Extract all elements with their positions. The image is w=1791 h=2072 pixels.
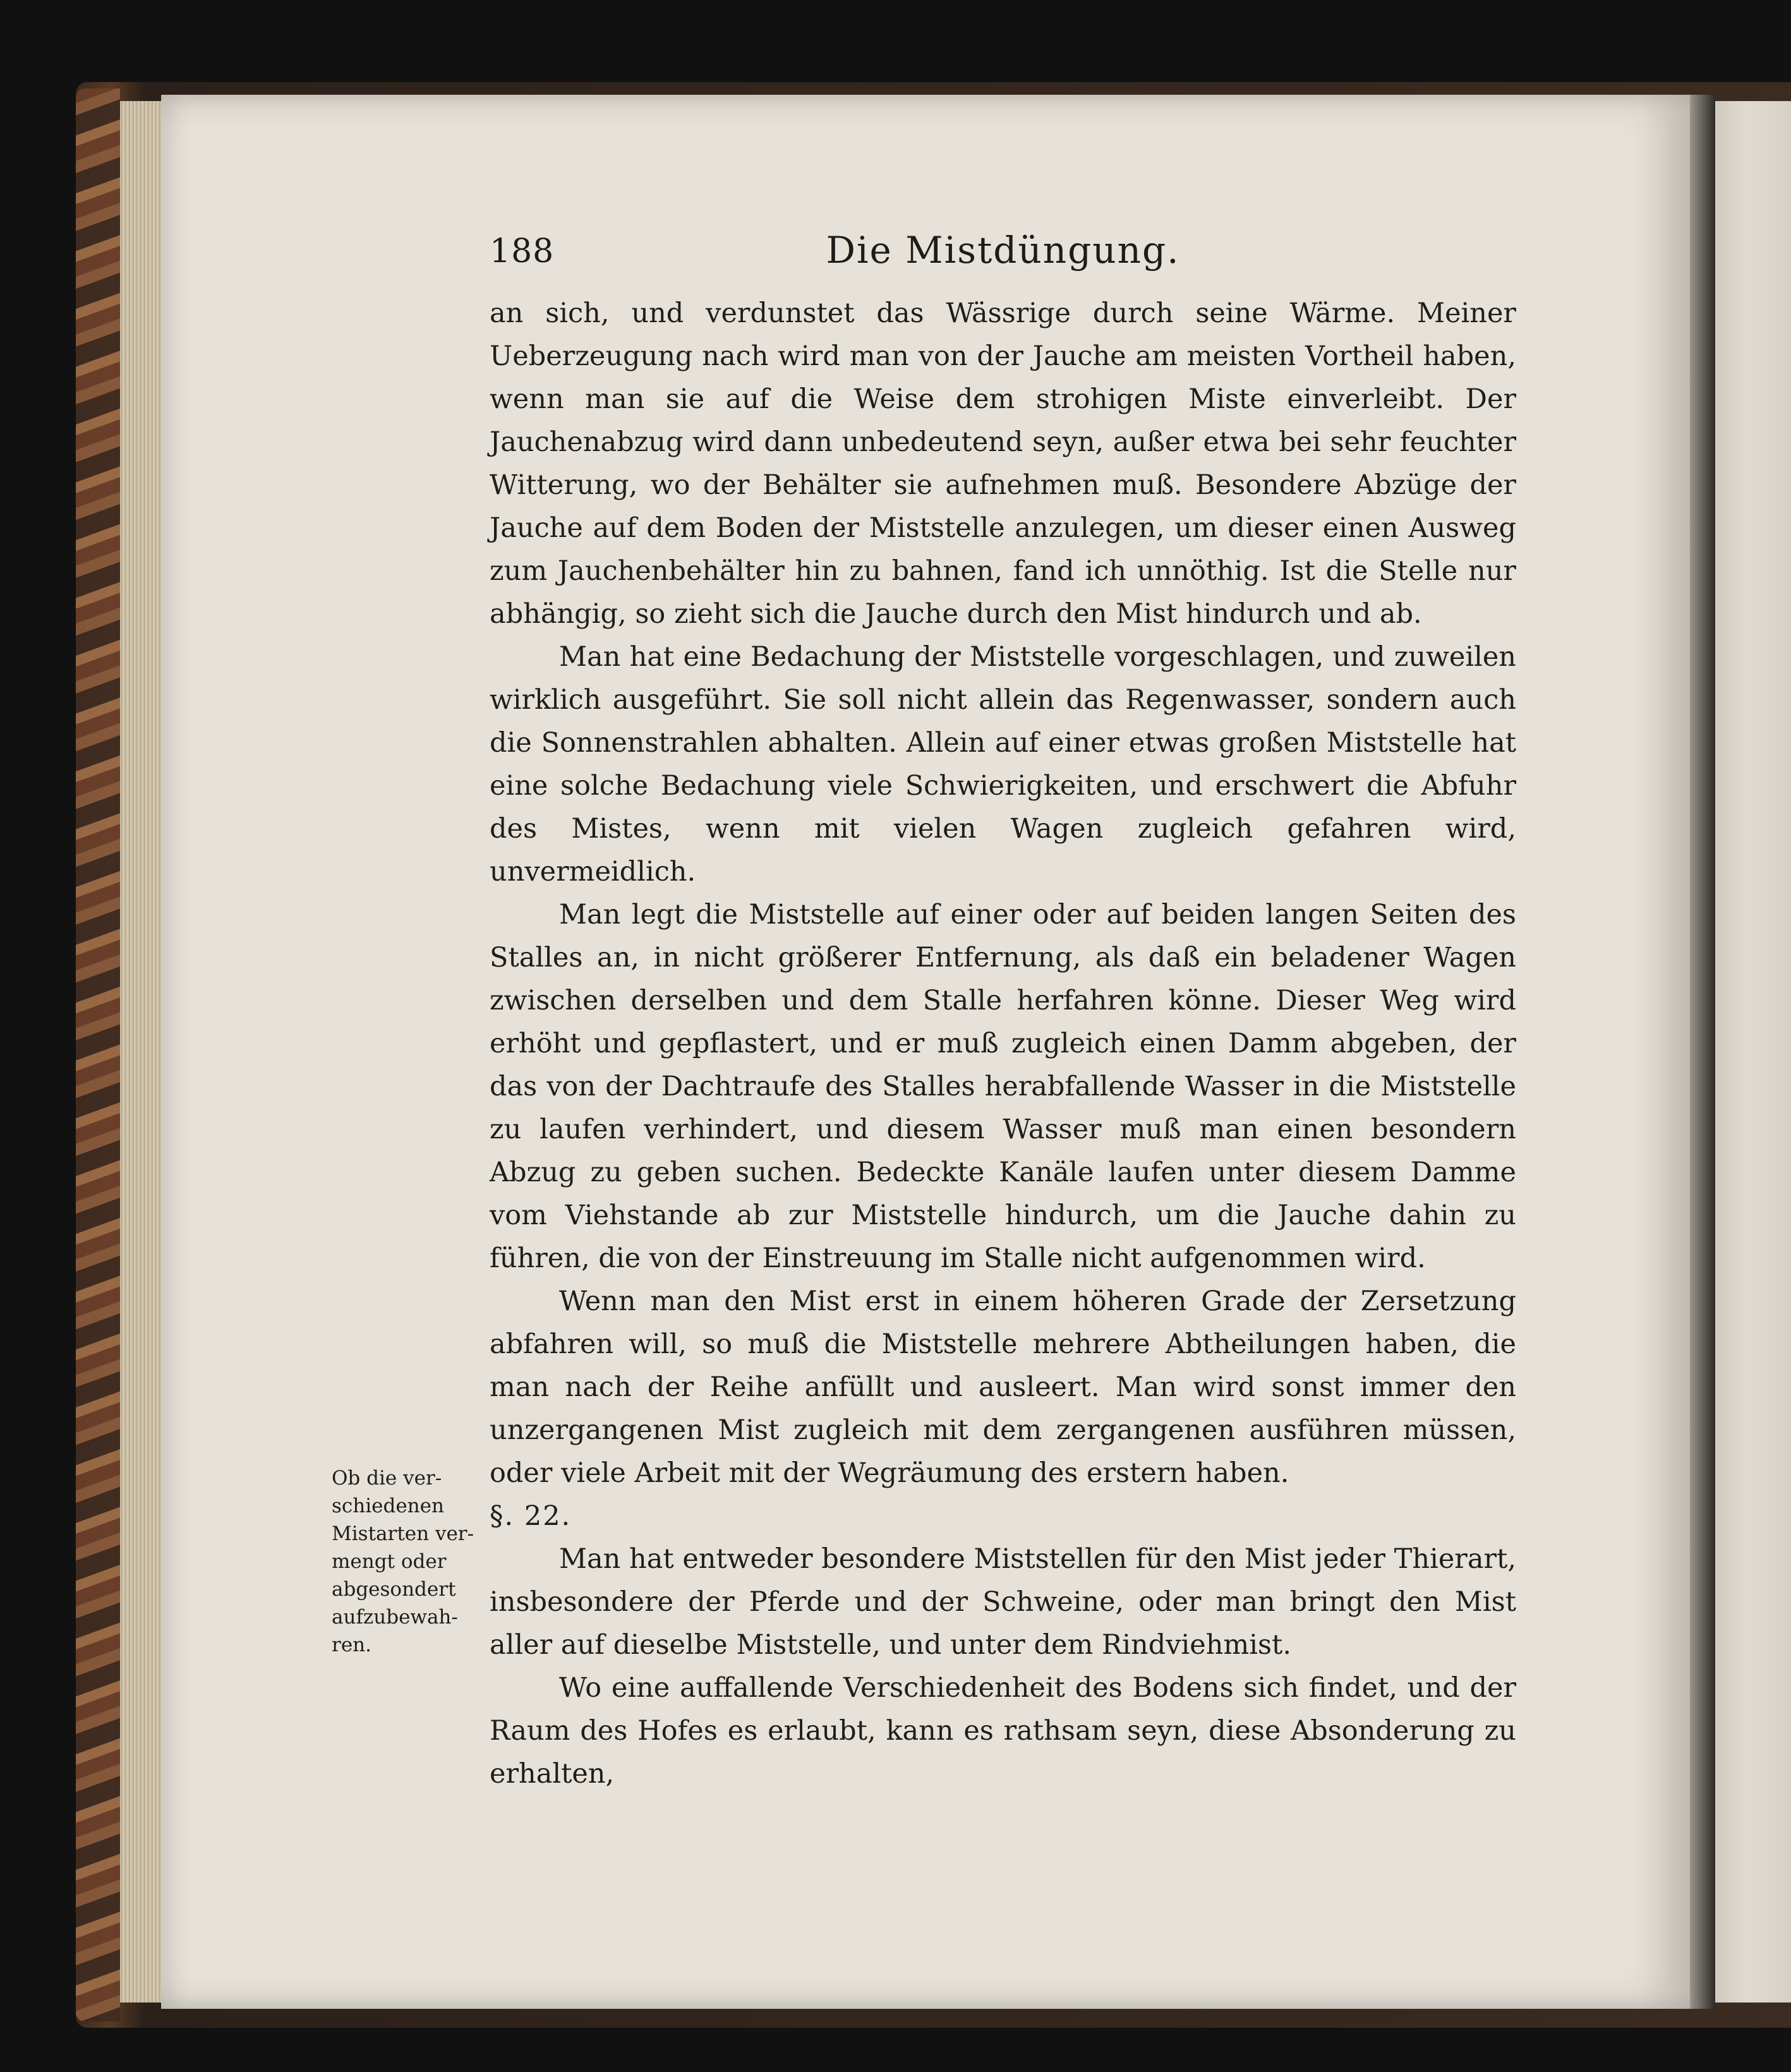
margin-note-line: abgesondert bbox=[332, 1578, 456, 1601]
page-number: 188 bbox=[490, 232, 555, 270]
margin-note-line: ren. bbox=[332, 1634, 371, 1656]
margin-note bbox=[332, 1464, 480, 1659]
paragraph: Man hat entweder besondere Miststellen für den Mist jeder Thierart, insbesondere der Pferde und der Schweine, oder man bringt den Mist aller auf dieselbe Miststelle, und unter dem Rindviehmist. bbox=[490, 1543, 1516, 1661]
section-mark: §. 22. bbox=[490, 1500, 572, 1532]
page-header bbox=[490, 229, 1516, 277]
margin-note-line: Ob die ver- bbox=[332, 1467, 442, 1490]
paragraph: Wenn man den Mist erst in einem höheren Grade der Zersetzung abfahren will, so muß die Miststelle mehrere Abtheilungen haben, die man nach der Reihe anfüllt und ausleert. Man wird sonst immer den unzergangenen Mist zugleich mit dem zergangenen ausführen müssen, oder viele Arbeit mit der Wegräumung des erstern haben. bbox=[490, 1286, 1516, 1489]
margin-note-line: Mistarten ver- bbox=[332, 1522, 474, 1545]
facing-page-edge bbox=[1715, 101, 1791, 2003]
running-title: Die Mistdüngung. bbox=[826, 229, 1180, 272]
margin-note-line: mengt oder bbox=[332, 1550, 447, 1573]
paragraph: an sich, und verdunstet das Wässrige durch seine Wärme. Meiner Ueberzeugung nach wird man von der Jauche am meisten Vortheil haben, wenn man sie auf die Weise dem strohigen Miste einverleibt. Der Jauchenabzug wird dann unbedeutend seyn, außer etwa bei sehr feuchter Witterung, wo der Behälter sie aufnehmen muß. Besondere Abzüge der Jauche auf dem Boden der Miststelle anzulegen, um dieser einen Ausweg zum Jauchenbehälter hin zu bahnen, fand ich unnöthig. Ist die Stelle nur abhängig, so zieht sich die Jauche durch den Mist hindurch und ab. bbox=[490, 298, 1516, 630]
paragraph: Man legt die Miststelle auf einer oder auf beiden langen Seiten des Stalles an, in nicht größerer Entfernung, als daß ein beladener Wagen zwischen derselben und dem Stalle herfahren könne. Dieser Weg wird erhöht und gepflastert, und er muß zugleich einen Damm abgeben, der das von der Dachtraufe des Stalles herabfallende Wasser in die Miststelle zu laufen verhindert, und diesem Wasser muß man einen besondern Abzug zu geben suchen. Bedeckte Kanäle laufen unter diesem Damme vom Viehstande ab zur Miststelle hindurch, um die Jauche dahin zu führen, die von der Einstreuung im Stalle nicht aufgenommen wird. bbox=[490, 899, 1516, 1274]
marbled-spine bbox=[76, 88, 120, 2021]
paragraph: Man hat eine Bedachung der Miststelle vorgeschlagen, und zuweilen wirklich ausgeführt. Sie soll nicht allein das Regenwasser, sondern auch die Sonnenstrahlen abhalten. Allein auf einer etwas großen Miststelle hat eine solche Bedachung viele Schwierigkeiten, und erschwert die Abfuhr des Mistes, wenn mit vielen Wagen zugleich gefahren wird, unvermeidlich. bbox=[490, 641, 1516, 888]
page-edges bbox=[120, 101, 164, 2003]
margin-note-line: schiedenen bbox=[332, 1495, 444, 1517]
page-gutter bbox=[1690, 95, 1715, 2009]
paragraph: Wo eine auffallende Verschiedenheit des Bodens sich findet, und der Raum des Hofes es erlaubt, kann es rathsam seyn, diese Absonderung zu erhalten, bbox=[490, 1672, 1516, 1790]
body-text bbox=[490, 292, 1516, 1795]
margin-note-line: aufzubewah- bbox=[332, 1606, 458, 1629]
